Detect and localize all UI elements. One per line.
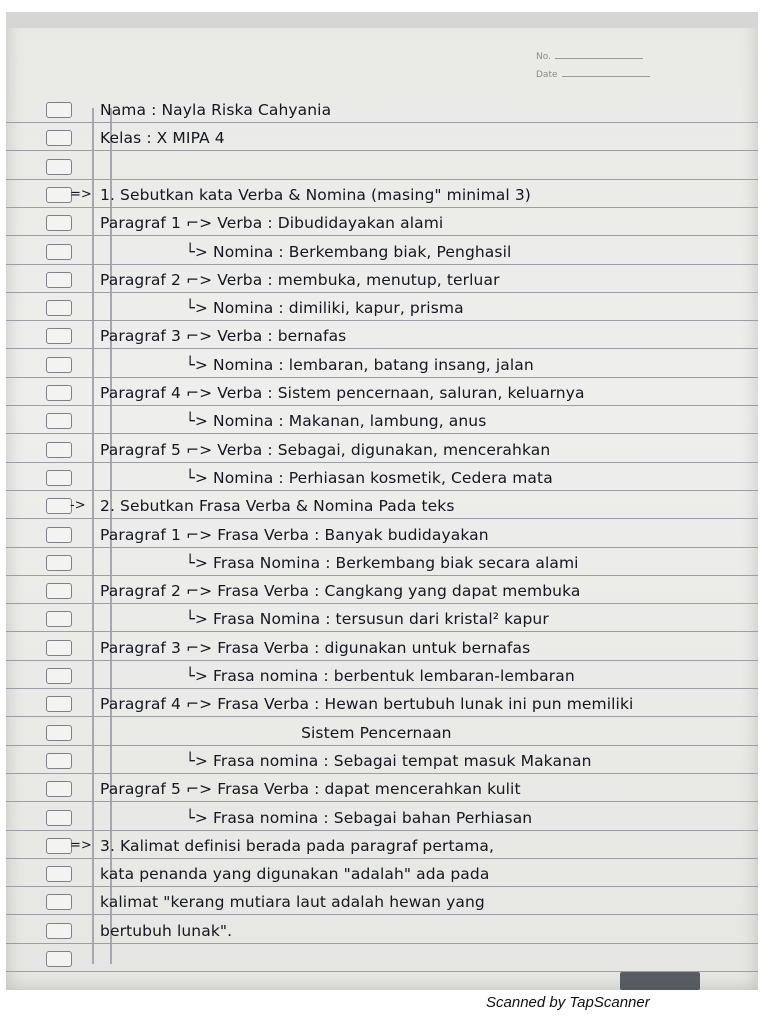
notebook-line xyxy=(6,777,758,802)
notebook-line xyxy=(6,919,758,944)
notebook-line xyxy=(6,409,758,434)
handwritten-text xyxy=(100,155,748,179)
line-checkbox xyxy=(46,753,72,769)
question-arrow: -> xyxy=(70,498,86,514)
date-label: Date xyxy=(536,70,558,80)
line-checkbox xyxy=(46,385,72,401)
notebook-line xyxy=(6,381,758,406)
line-checkbox xyxy=(46,555,72,571)
notebook-line xyxy=(6,664,758,689)
notebook-line xyxy=(6,183,758,208)
page-stamp xyxy=(620,972,700,990)
notebook-line xyxy=(6,211,758,236)
line-checkbox xyxy=(46,328,72,344)
notebook-line xyxy=(6,834,758,859)
notebook-line xyxy=(6,890,758,915)
notebook-line xyxy=(6,268,758,293)
handwritten-text: Paragraf 3 ⌐> Verba : bernafas xyxy=(100,327,347,346)
line-checkbox xyxy=(46,781,72,797)
line-checkbox xyxy=(46,527,72,543)
notebook-line xyxy=(6,353,758,378)
notebook-line xyxy=(6,806,758,831)
line-checkbox xyxy=(46,725,72,741)
line-checkbox xyxy=(46,866,72,882)
line-checkbox xyxy=(46,130,72,146)
notebook-line xyxy=(6,579,758,604)
line-checkbox xyxy=(46,498,72,514)
notebook-line xyxy=(6,438,758,463)
line-checkbox xyxy=(46,244,72,260)
line-checkbox xyxy=(46,272,72,288)
line-checkbox xyxy=(46,357,72,373)
line-checkbox xyxy=(46,611,72,627)
notebook-line xyxy=(6,296,758,321)
line-checkbox xyxy=(46,442,72,458)
line-checkbox xyxy=(46,810,72,826)
notebook-line xyxy=(6,324,758,349)
handwritten-text: └> Frasa nomina : Sebagai bahan Perhiasan xyxy=(100,808,533,827)
no-date-fields xyxy=(536,52,650,88)
notebook-line xyxy=(6,947,758,972)
page-top-edge xyxy=(6,12,758,28)
handwritten-text: Paragraf 5 ⌐> Verba : Sebagai, digunakan, mencerahkan xyxy=(100,440,551,459)
no-label: No. xyxy=(536,52,551,62)
line-checkbox xyxy=(46,923,72,939)
line-checkbox xyxy=(46,102,72,118)
handwritten-text: └> Frasa nomina : Sebagai tempat masuk Makanan xyxy=(100,751,592,770)
handwritten-text: └> Frasa Nomina : tersusun dari kristal² kapur xyxy=(100,610,549,629)
handwritten-text: Paragraf 1 ⌐> Verba : Dibudidayakan alami xyxy=(100,214,444,233)
notebook-line xyxy=(6,98,758,123)
handwritten-text: └> Nomina : Perhiasan kosmetik, Cedera mata xyxy=(100,468,553,487)
notebook-line xyxy=(6,551,758,576)
notebook-line xyxy=(6,721,758,746)
line-checkbox xyxy=(46,215,72,231)
handwritten-text: └> Frasa Nomina : Berkembang biak secara alami xyxy=(100,553,579,572)
line-checkbox xyxy=(46,583,72,599)
handwritten-text: Paragraf 3 ⌐> Frasa Verba : digunakan untuk bernafas xyxy=(100,638,531,657)
notebook-line xyxy=(6,240,758,265)
line-checkbox xyxy=(46,951,72,967)
handwritten-text: Kelas : X MIPA 4 xyxy=(100,129,225,148)
handwritten-text: └> Nomina : dimiliki, kapur, prisma xyxy=(100,299,464,318)
question-arrow: => xyxy=(70,186,92,202)
handwritten-text: 2. Sebutkan Frasa Verba & Nomina Pada teks xyxy=(100,497,455,516)
notebook-line xyxy=(6,494,758,519)
line-checkbox xyxy=(46,159,72,175)
notebook-page xyxy=(6,12,758,990)
line-checkbox xyxy=(46,838,72,854)
handwritten-text: └> Nomina : Makanan, lambung, anus xyxy=(100,412,487,431)
handwritten-text xyxy=(100,947,748,971)
handwritten-text: Paragraf 1 ⌐> Frasa Verba : Banyak budidayakan xyxy=(100,525,489,544)
handwritten-text: kalimat "kerang mutiara laut adalah hewan yang xyxy=(100,893,485,912)
handwritten-text: └> Nomina : lembaran, batang insang, jalan xyxy=(100,355,534,374)
notebook-line xyxy=(6,607,758,632)
handwritten-text: kata penanda yang digunakan "adalah" ada pada xyxy=(100,865,490,884)
handwritten-text: Paragraf 5 ⌐> Frasa Verba : dapat mencerahkan kulit xyxy=(100,780,521,799)
handwritten-text: bertubuh lunak". xyxy=(100,921,233,940)
line-checkbox xyxy=(46,413,72,429)
notebook-line xyxy=(6,636,758,661)
handwritten-text: Paragraf 2 ⌐> Verba : membuka, menutup, terluar xyxy=(100,270,500,289)
scanner-watermark: Scanned by TapScanner xyxy=(486,994,650,1011)
handwritten-text: Nama : Nayla Riska Cahyania xyxy=(100,101,332,119)
line-checkbox xyxy=(46,300,72,316)
handwritten-text: Paragraf 2 ⌐> Frasa Verba : Cangkang yang dapat membuka xyxy=(100,582,581,601)
line-checkbox xyxy=(46,187,72,203)
line-checkbox xyxy=(46,640,72,656)
line-checkbox xyxy=(46,668,72,684)
notebook-line xyxy=(6,126,758,151)
notebook-line xyxy=(6,862,758,887)
notebook-line xyxy=(6,466,758,491)
line-checkbox xyxy=(46,696,72,712)
handwritten-text: Paragraf 4 ⌐> Verba : Sistem pencernaan, saluran, keluarnya xyxy=(100,384,585,402)
handwritten-text: └> Frasa nomina : berbentuk lembaran-lembaran xyxy=(100,667,575,685)
handwritten-text: Sistem Pencernaan xyxy=(100,723,452,742)
line-checkbox xyxy=(46,470,72,486)
handwritten-text: └> Nomina : Berkembang biak, Penghasil xyxy=(100,242,512,261)
notebook-line xyxy=(6,523,758,548)
notebook-line xyxy=(6,749,758,774)
handwritten-text: 3. Kalimat definisi berada pada paragraf pertama, xyxy=(100,836,495,855)
line-checkbox xyxy=(46,894,72,910)
notebook-line xyxy=(6,155,758,180)
notebook-line xyxy=(6,692,758,717)
question-arrow: => xyxy=(70,837,92,853)
handwritten-text: Paragraf 4 ⌐> Frasa Verba : Hewan bertubuh lunak ini pun memiliki xyxy=(100,695,634,714)
handwritten-text: 1. Sebutkan kata Verba & Nomina (masing" minimal 3) xyxy=(100,185,531,204)
